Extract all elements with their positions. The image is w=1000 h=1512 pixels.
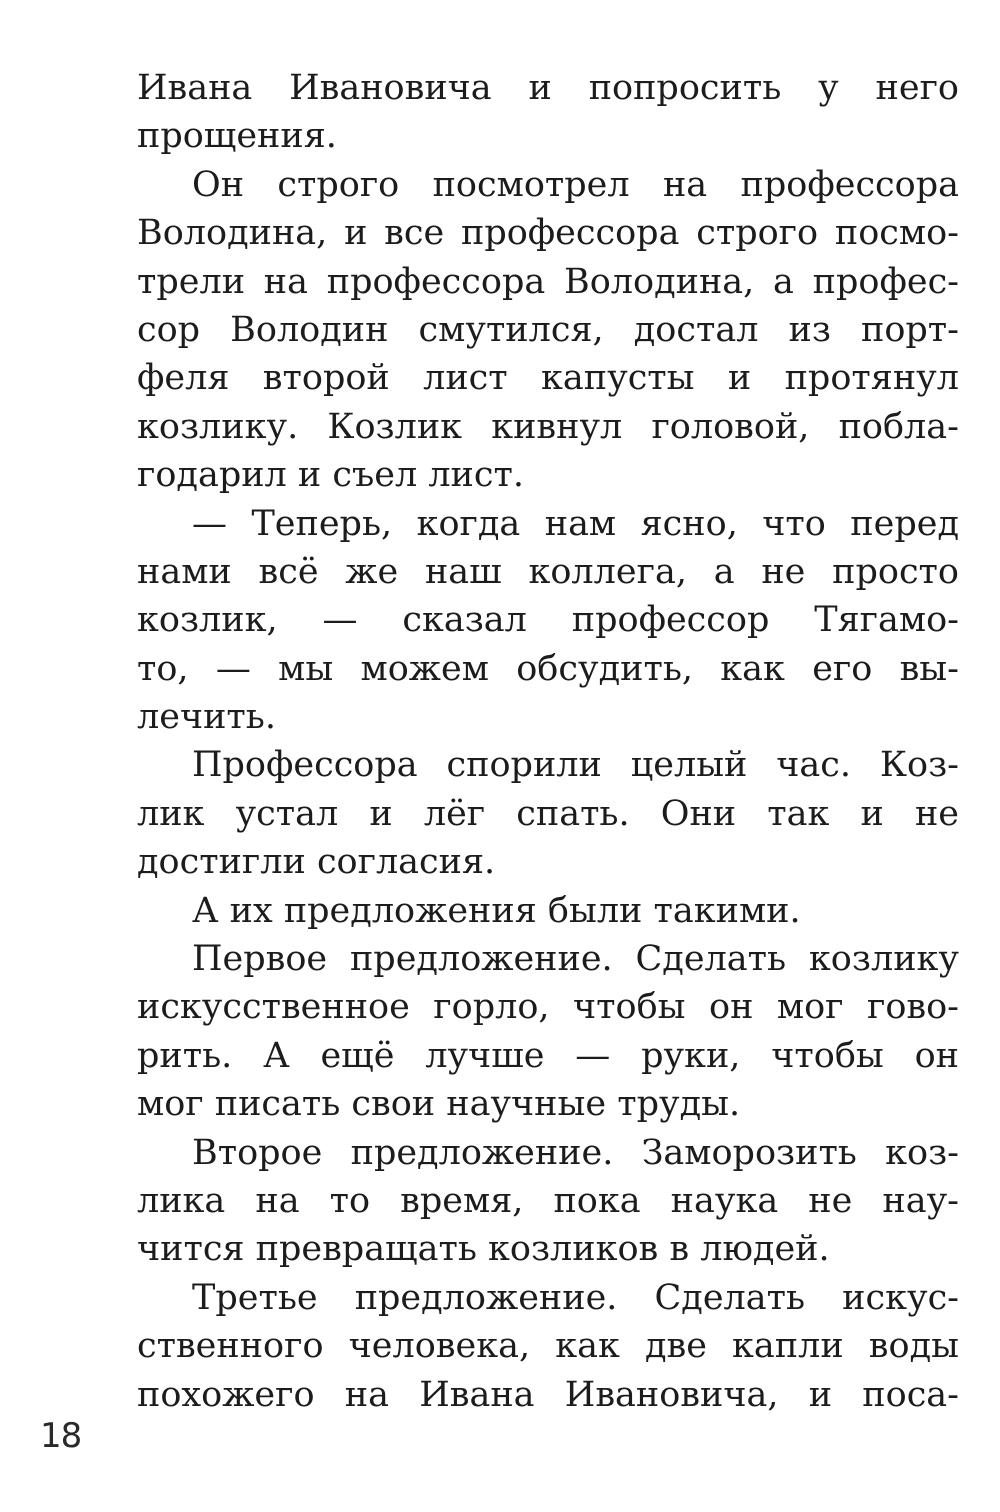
text-line: Он строго посмотрел на профессора (192, 164, 959, 205)
text-line: искусственное горло, чтобы он мог гово- (137, 987, 959, 1028)
text-line: лик устал и лёг спать. Они так и не (137, 793, 959, 834)
text-line: то, — мы можем обсудить, как его вы- (137, 648, 959, 689)
text-line: лика на то время, пока наука не нау- (137, 1180, 959, 1221)
text-line: Ивана Ивановича и попросить у него (137, 68, 959, 108)
page-number: 18 (40, 1416, 82, 1456)
text-line: лечить. (137, 697, 276, 738)
text-line: мог писать свои научные труды. (137, 1084, 741, 1125)
text-line: козлик, — сказал профессор Тягамо- (137, 600, 959, 641)
text-line: Володина, и все профессора строго посмо- (137, 213, 959, 254)
text-line: Второе предложение. Заморозить коз- (192, 1132, 959, 1173)
text-line: трели на профессора Володина, а профес- (137, 261, 959, 302)
text-line: рить. А ещё лучше — руки, чтобы он (137, 1035, 959, 1076)
text-line: сор Володин смутился, достал из порт- (137, 309, 959, 350)
text-line: годарил и съел лист. (137, 455, 524, 496)
text-line: ственного человека, как две капли воды (137, 1326, 959, 1367)
text-line: — Теперь, когда нам ясно, что перед (192, 503, 959, 544)
text-line: Первое предложение. Сделать козлику (192, 939, 959, 980)
text-line: чится превращать козликов в людей. (137, 1229, 830, 1270)
text-line: похожего на Ивана Ивановича, и поса- (137, 1374, 959, 1415)
text-line: феля второй лист капусты и протянул (137, 358, 959, 399)
text-line: Третье предложение. Сделать искус- (192, 1277, 959, 1318)
text-line: козлику. Козлик кивнул головой, побла- (137, 406, 959, 447)
text-line: достигли согласия. (137, 842, 496, 883)
text-line: Профессора спорили целый час. Коз- (192, 745, 959, 786)
text-line: А их предложения были такими. (192, 890, 801, 931)
text-line: прощения. (137, 116, 337, 157)
text-line: нами всё же наш коллега, а не просто (137, 551, 959, 592)
page-body-text (137, 64, 959, 1419)
